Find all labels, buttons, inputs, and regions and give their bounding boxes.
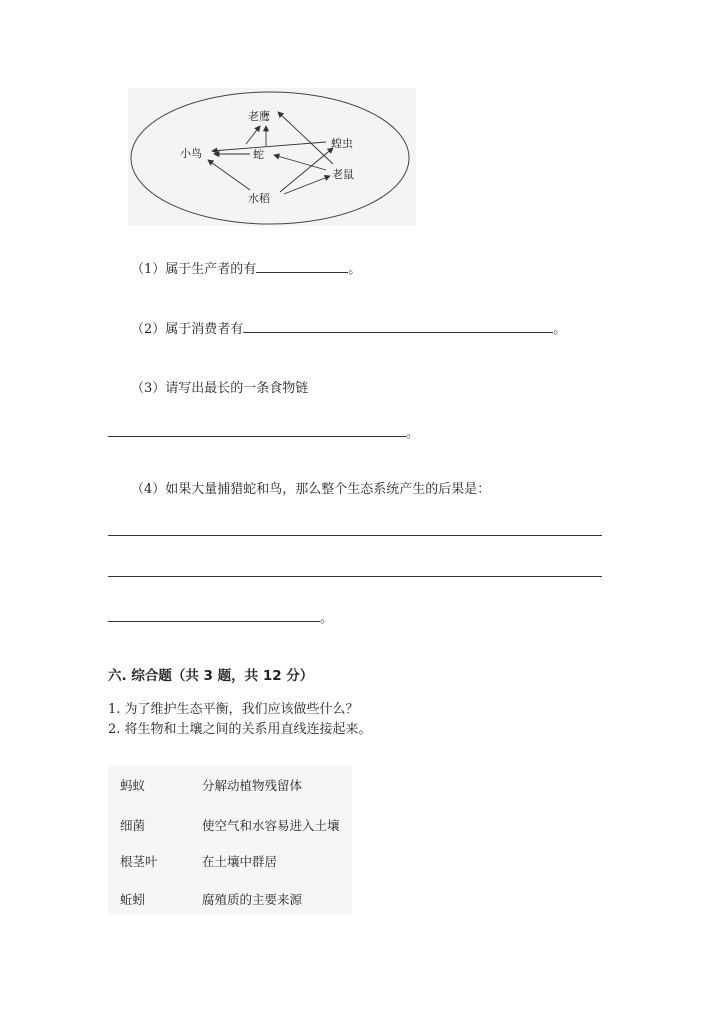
answer-blank-2[interactable]	[243, 320, 553, 333]
node-eagle: 老鹰	[248, 110, 270, 123]
match-left-3: 根茎叶	[120, 854, 158, 869]
arrow-rice-to-bird	[208, 160, 250, 190]
question-4-text: （4）如果大量捕猎蛇和鸟，那么整个生态系统产生的后果是：	[131, 482, 491, 497]
match-right-1: 分解动植物残留体	[202, 778, 303, 793]
arrow-grasshopper-to-bird	[212, 142, 326, 151]
question-4	[131, 478, 490, 497]
match-left-4: 蚯蚓	[120, 892, 146, 907]
match-left-1: 蚂蚁	[120, 778, 146, 793]
question-4-answer	[108, 607, 333, 626]
node-snake: 蛇	[253, 148, 264, 161]
question-3	[131, 377, 308, 396]
question-1	[131, 258, 361, 277]
match-left-2: 细菌	[120, 818, 146, 833]
food-web-figure	[128, 88, 416, 226]
match-right-3: 在土壤中群居	[202, 854, 278, 869]
question-4-end: 。	[320, 611, 334, 626]
node-grasshopper: 蝗虫	[331, 137, 353, 150]
question-2-end: 。	[553, 322, 567, 337]
question-3-end: 。	[406, 426, 420, 441]
answer-blank-3[interactable]	[108, 424, 406, 437]
answer-line-4b[interactable]	[108, 576, 602, 577]
arrow-bird-to-eagle	[246, 126, 260, 144]
question-2-text: （2）属于消费者有	[131, 322, 244, 337]
question-2	[131, 318, 566, 337]
answer-blank-4[interactable]	[108, 609, 320, 622]
section-6-item-2: 2. 将生物和土壤之间的关系用直线连接起来。	[108, 722, 372, 737]
match-right-4: 腐殖质的主要来源	[202, 892, 303, 907]
ecosystem-ellipse	[131, 92, 409, 224]
node-bird: 小鸟	[180, 147, 202, 160]
question-1-text: （1）属于生产者的有	[131, 262, 257, 277]
question-1-end: 。	[348, 262, 362, 277]
arrow-rice-to-mouse	[284, 176, 330, 194]
matching-table	[108, 766, 352, 914]
question-3-answer	[108, 422, 419, 441]
match-right-2: 使空气和水容易进入土壤	[202, 818, 340, 833]
node-rice: 水稻	[248, 192, 270, 205]
node-mouse: 老鼠	[332, 168, 354, 181]
arrow-mouse-to-snake	[274, 155, 326, 170]
food-web-diagram	[128, 88, 416, 226]
arrow-mouse-to-eagle	[278, 112, 333, 164]
section-6-title: 六. 综合题（共 3 题，共 12 分）	[108, 668, 314, 684]
answer-line-4a[interactable]	[108, 535, 602, 536]
question-3-text: （3）请写出最长的一条食物链	[131, 381, 309, 396]
answer-blank-1[interactable]	[256, 260, 348, 273]
section-6-item-1: 1. 为了维护生态平衡，我们应该做些什么？	[108, 702, 359, 717]
